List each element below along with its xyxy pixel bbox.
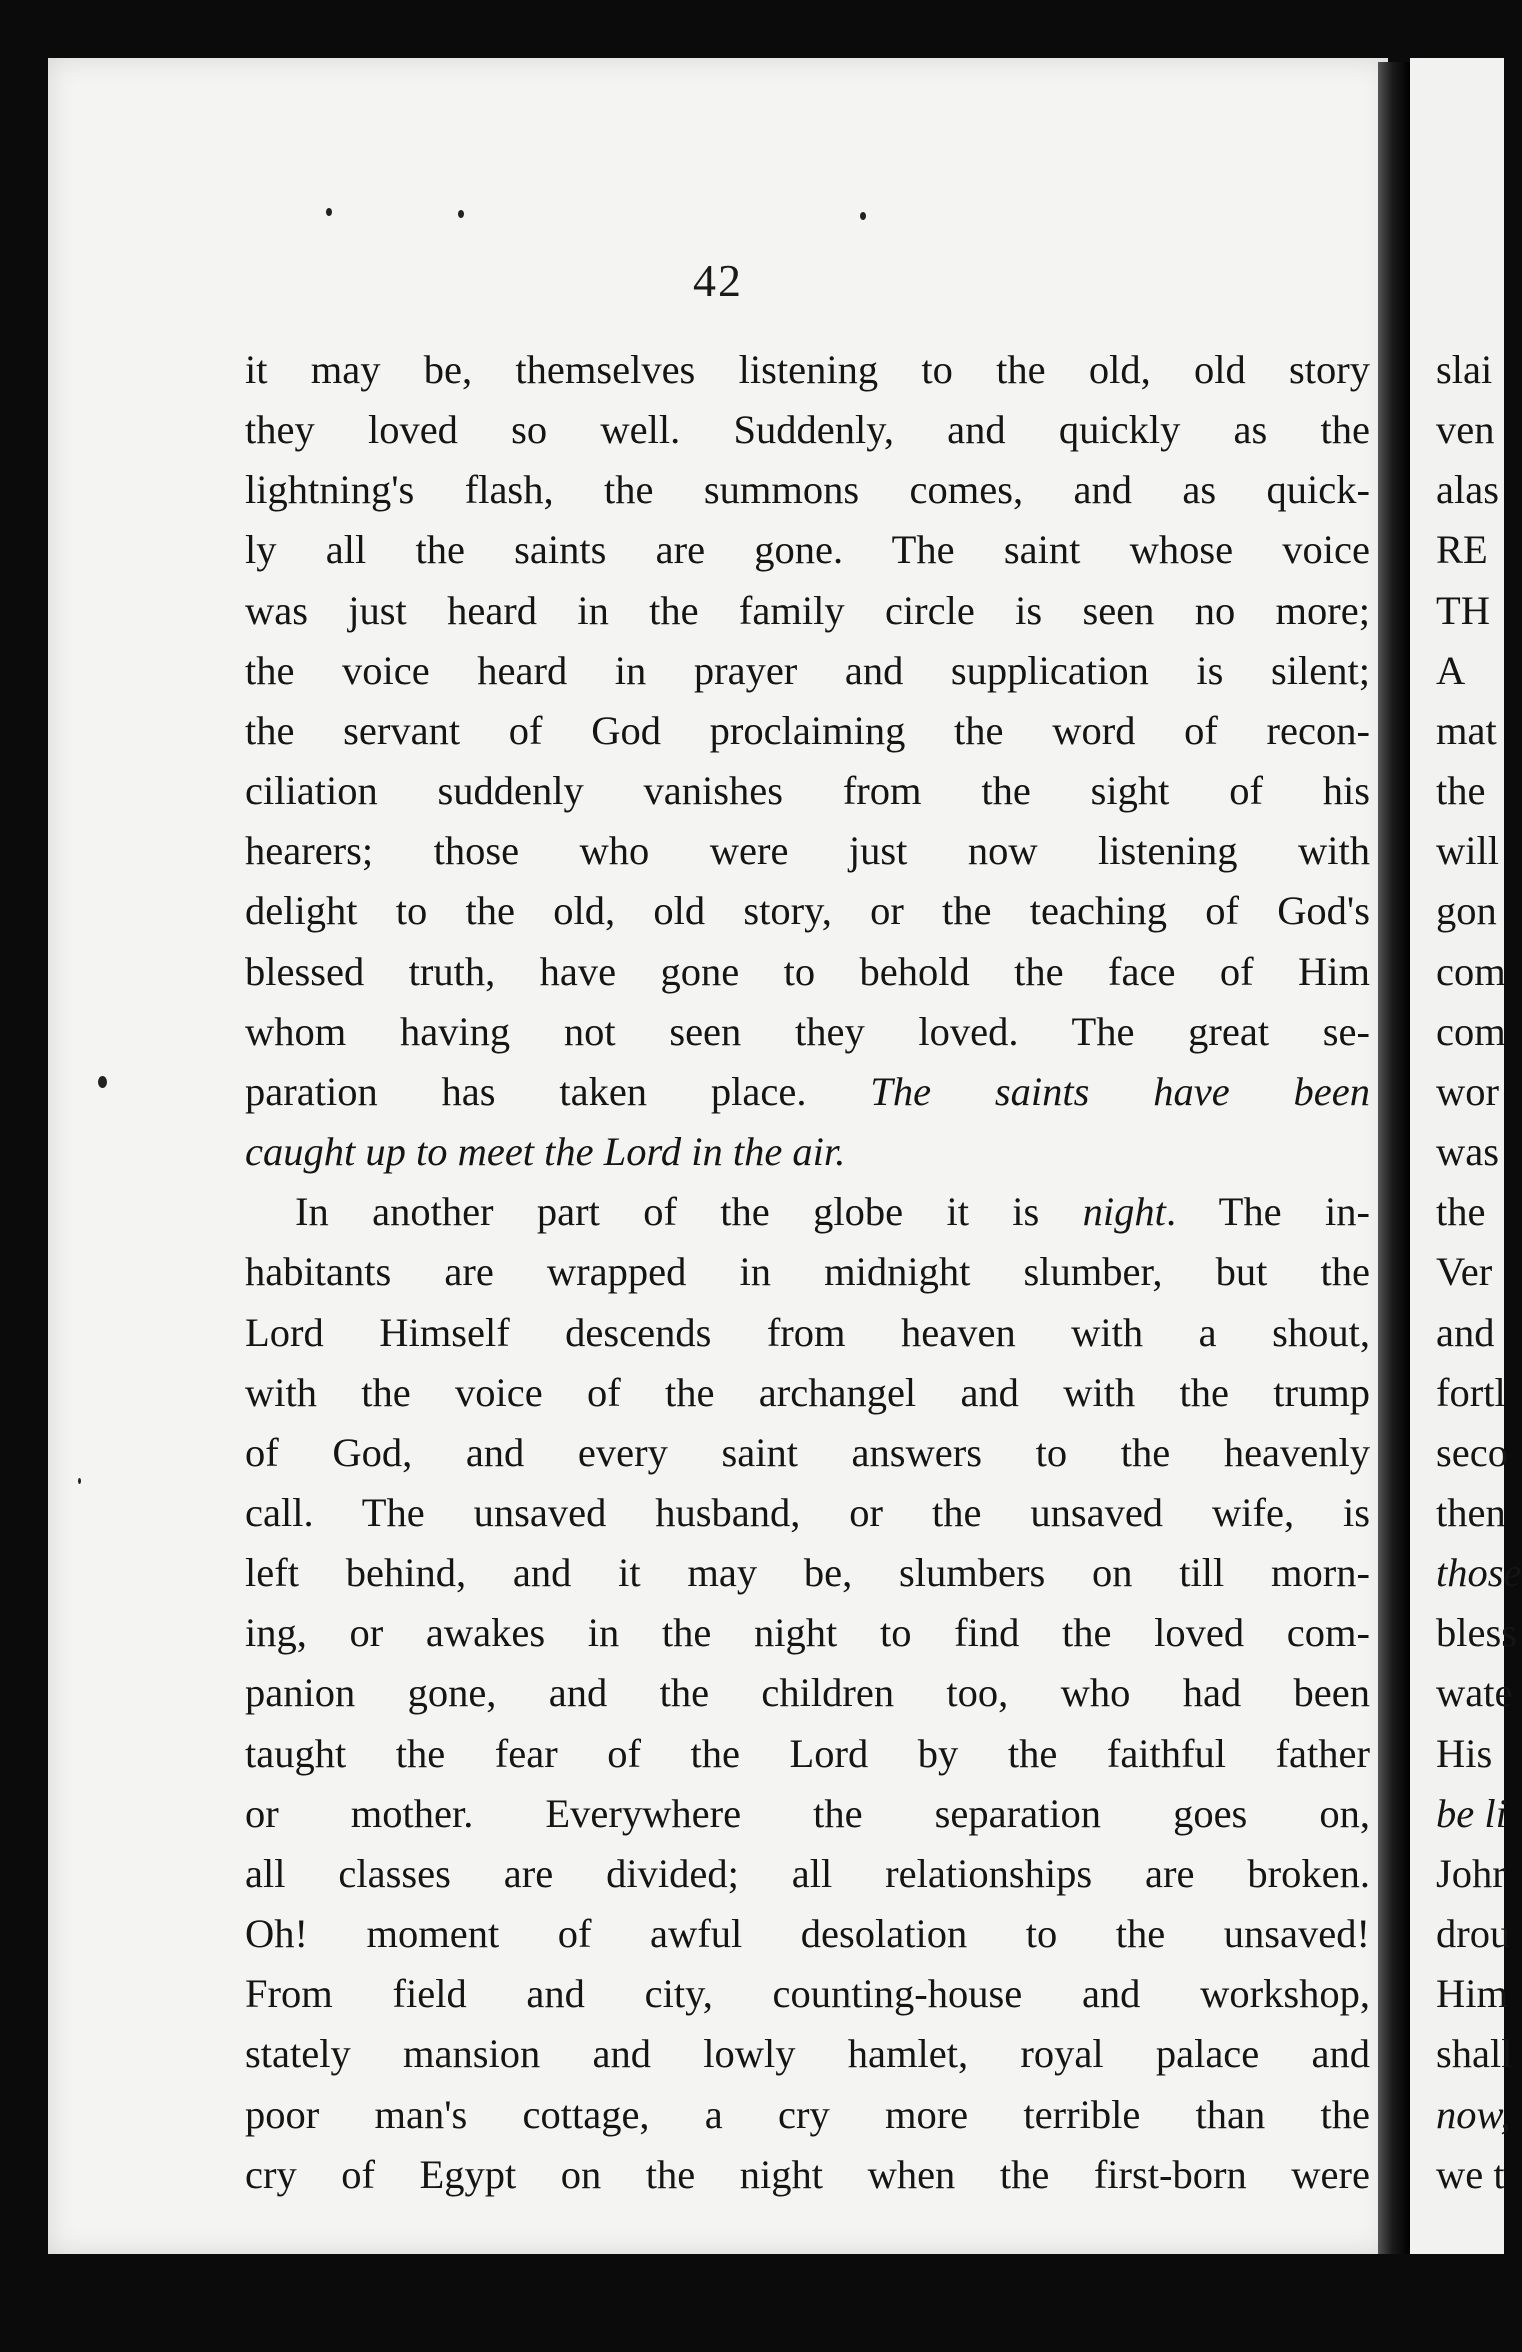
- facing-fragment: Ver: [1436, 1249, 1493, 1295]
- facing-fragment: alas: [1436, 467, 1499, 513]
- facing-fragment: bless: [1436, 1610, 1517, 1656]
- book-page-right-edge: [1410, 58, 1522, 2254]
- facing-fragment: wor: [1436, 1068, 1499, 1114]
- scan-border-bottom: [0, 2254, 1504, 2352]
- text-line: Oh! moment of awful desolation to the unsaved!: [245, 1911, 1370, 1957]
- text-line: habitants are wrapped in midnight slumber, but the: [245, 1249, 1370, 1295]
- text-line: whom having not seen they loved. The great se-: [245, 1008, 1370, 1054]
- text-line: they loved so well. Suddenly, and quickly as the: [245, 407, 1370, 453]
- facing-fragment: the: [1436, 768, 1486, 814]
- book-page-left: [48, 58, 1388, 2254]
- facing-fragment: will: [1436, 828, 1500, 874]
- text-line: taught the fear of the Lord by the faithful father: [245, 1730, 1370, 1776]
- text-line: caught up to meet the Lord in the air.: [245, 1129, 846, 1175]
- facing-fragment: A: [1436, 647, 1466, 693]
- page-number: 42: [693, 255, 743, 306]
- facing-fragment: seco: [1436, 1429, 1508, 1475]
- text-line: ciliation suddenly vanishes from the sight of his: [245, 768, 1370, 814]
- facing-fragment: slai: [1436, 347, 1493, 392]
- text-line: cry of Egypt on the night when the first-born were: [245, 2151, 1370, 2197]
- text-line: panion gone, and the children too, who had been: [245, 1670, 1370, 1716]
- text-line: ly all the saints are gone. The saint whose voice: [245, 527, 1370, 573]
- facing-fragment: be li: [1436, 1790, 1507, 1836]
- facing-fragment: Him: [1436, 1971, 1509, 2017]
- facing-fragment: drou: [1436, 1911, 1511, 1957]
- facing-fragment: and: [1436, 1309, 1495, 1355]
- text-line: poor man's cottage, a cry more terrible than the: [245, 2091, 1370, 2137]
- text-line: call. The unsaved husband, or the unsaved wife, is: [245, 1489, 1370, 1535]
- text-line: ing, or awakes in the night to find the loved com-: [245, 1610, 1370, 1656]
- facing-fragment: now,: [1436, 2091, 1511, 2137]
- text-line: the voice heard in prayer and supplication is silent;: [245, 647, 1370, 693]
- facing-fragment: wate: [1436, 1670, 1513, 1716]
- facing-fragment: gon: [1436, 888, 1497, 934]
- facing-fragment: those: [1436, 1550, 1522, 1596]
- text-line: hearers; those who were just now listening with: [245, 828, 1370, 874]
- facing-fragment: then: [1436, 1489, 1506, 1535]
- text-line: lightning's flash, the summons comes, and as quick-: [245, 467, 1370, 513]
- text-line: was just heard in the family circle is seen no more;: [245, 587, 1370, 633]
- text-line: it may be, themselves listening to the old, old story: [245, 347, 1370, 392]
- facing-fragment: RE: [1436, 527, 1488, 573]
- text-line: stately mansion and lowly hamlet, royal palace and: [245, 2031, 1370, 2077]
- text-line: or mother. Everywhere the separation goes on,: [245, 1790, 1370, 1836]
- text-line: the servant of God proclaiming the word of recon-: [245, 707, 1370, 753]
- text-line: all classes are divided; all relationships are broken.: [245, 1850, 1370, 1896]
- text-line: blessed truth, have gone to behold the face of Him: [245, 948, 1370, 994]
- book-spine-shadow: [1378, 62, 1410, 2258]
- page-body-text: [245, 340, 1370, 2205]
- facing-fragment: was: [1436, 1129, 1499, 1175]
- text-line: In another part of the globe it is night. The in-: [295, 1189, 1370, 1235]
- facing-fragment: ven: [1436, 407, 1495, 453]
- text-line: paration has taken place. The saints have been: [245, 1068, 1370, 1114]
- facing-fragment: shall: [1436, 2031, 1513, 2077]
- facing-fragment: we t: [1436, 2151, 1505, 2197]
- facing-fragment: com: [1436, 948, 1506, 994]
- facing-fragment: com: [1436, 1008, 1506, 1054]
- facing-fragment: the: [1436, 1189, 1486, 1235]
- text-line: with the voice of the archangel and with the trump: [245, 1369, 1370, 1415]
- facing-page-fragments: [1436, 340, 1522, 2205]
- text-line: left behind, and it may be, slumbers on till morn-: [245, 1550, 1370, 1596]
- text-line: From field and city, counting-house and workshop,: [245, 1971, 1370, 2017]
- text-line: of God, and every saint answers to the heavenly: [245, 1429, 1370, 1475]
- text-line: Lord Himself descends from heaven with a shout,: [245, 1309, 1370, 1355]
- facing-fragment: fortl: [1436, 1369, 1506, 1415]
- text-line: delight to the old, old story, or the teaching of God's: [245, 888, 1370, 934]
- facing-fragment: mat: [1436, 707, 1497, 753]
- facing-fragment: TH: [1436, 587, 1490, 633]
- facing-fragment: Johr: [1436, 1850, 1506, 1896]
- facing-fragment: His: [1436, 1730, 1493, 1776]
